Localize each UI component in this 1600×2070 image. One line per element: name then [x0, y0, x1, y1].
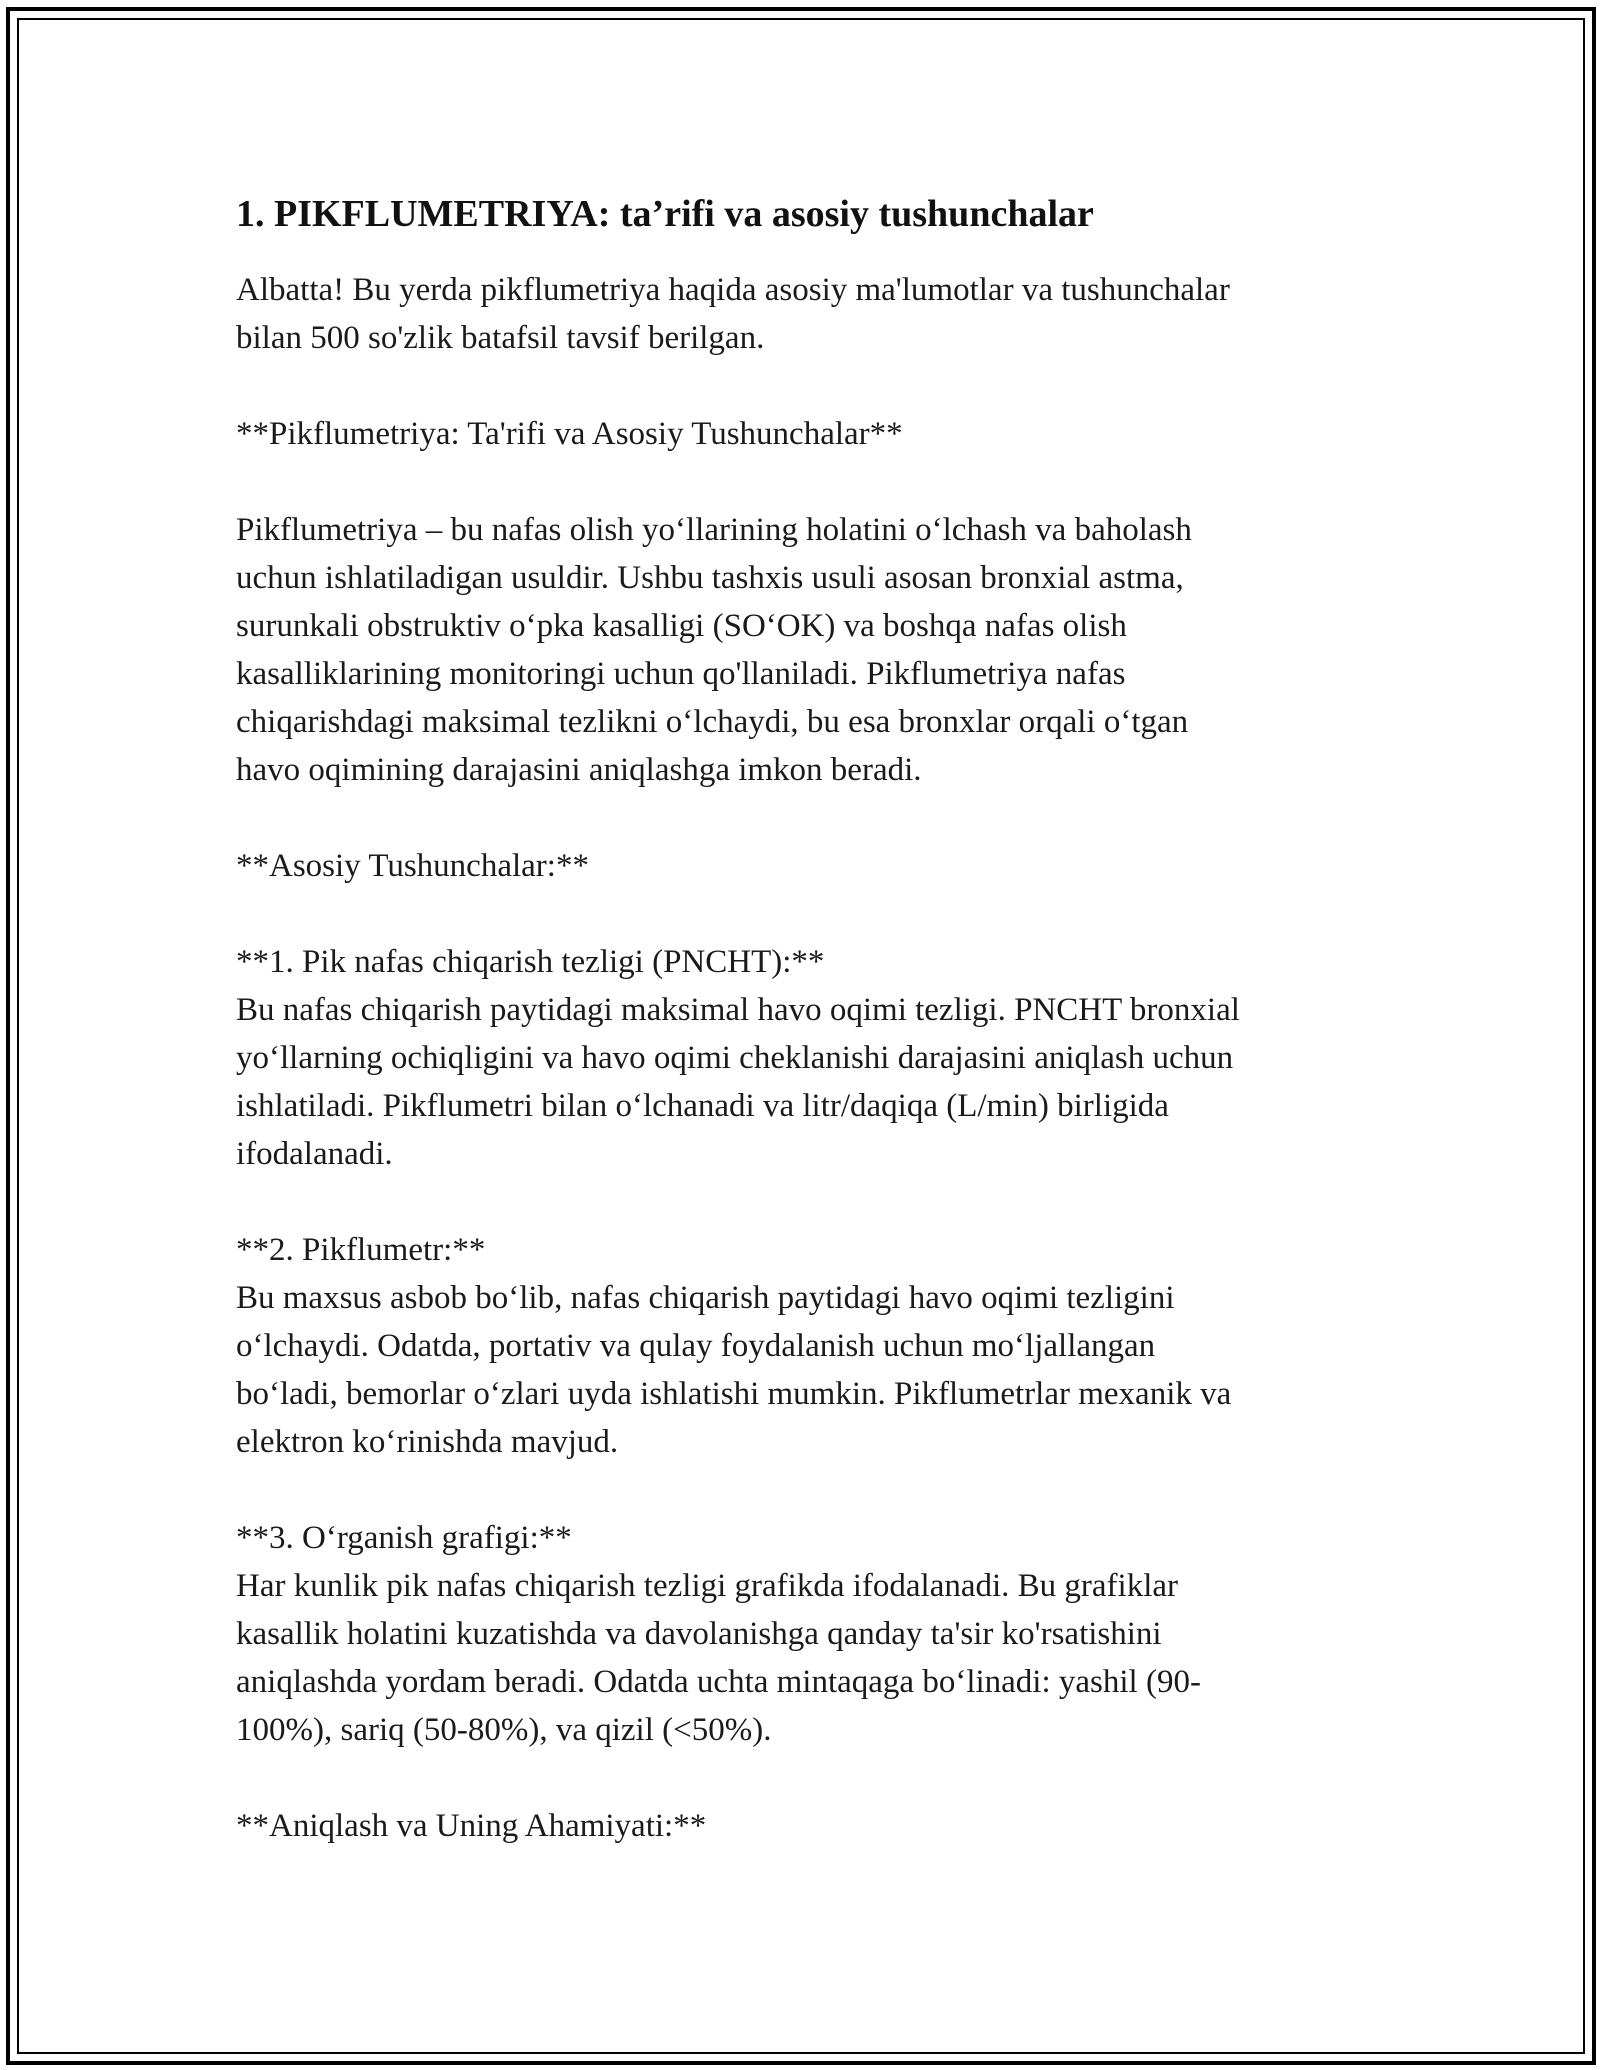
concept-grafik: **3. O‘rganish grafigi:** Har kunlik pik nafas chiqarish tezligi grafikda ifodalanadi. Bu grafiklar kasallik holatini kuzatishda va davolanishga qanday ta'sir ko'rsatishini aniqlashda yordam beradi. Odatda uchta mintaqaga bo‘linadi: yashil (90- 100%), sariq (50-80%), va qizil (<50%). — [236, 1520, 1201, 1748]
document-title: 1. PIKFLUMETRIYA: ta’rifi va asosiy tushunchalar — [236, 193, 1094, 235]
section-heading-ahamiyati: **Aniqlash va Uning Ahamiyati:** — [236, 1808, 707, 1844]
concept-pikflumetr: **2. Pikflumetr:** Bu maxsus asbob bo‘lib, nafas chiqarish paytidagi havo oqimi tezligini o‘lchaydi. Odatda, portativ va qulay foydalanish uchun mo‘ljallangan bo‘ladi, bemorlar o‘zlari uyda ishlatishi mumkin. Pikflumetrlar mexanik va elektron ko‘rinishda mavjud. — [236, 1232, 1232, 1460]
section-heading-concepts: **Asosiy Tushunchalar:** — [236, 848, 589, 884]
definition-paragraph: Pikflumetriya – bu nafas olish yo‘llarining holatini o‘lchash va baholash uchun ishlatiladigan usuldir. Ushbu tashxis usuli asosan bronxial astma, surunkali obstruktiv o‘pka kasalligi (SO‘OK) va boshqa nafas olish kasalliklarining monitoringi uchun qo'llaniladi. Pikflumetriya nafas chiqarishdagi maksimal tezlikni o‘lchaydi, bu esa bronxlar orqali o‘tgan havo oqimining darajasini aniqlashga imkon beradi. — [236, 512, 1192, 788]
concept-pncht: **1. Pik nafas chiqarish tezligi (PNCHT):** Bu nafas chiqarish paytidagi maksimal havo oqimi tezligi. PNCHT bronxial yo‘llarning ochiqligini va havo oqimi cheklanishi darajasini aniqlash uchun ishlatiladi. Pikflumetri bilan o‘lchanadi va litr/daqiqa (L/min) birligida ifodalanadi. — [236, 944, 1240, 1172]
document-body — [236, 188, 1366, 1850]
section-heading-definition: **Pikflumetriya: Ta'rifi va Asosiy Tushunchalar** — [236, 416, 903, 452]
intro-paragraph: Albatta! Bu yerda pikflumetriya haqida asosiy ma'lumotlar va tushunchalar bilan 500 so'zlik batafsil tavsif berilgan. — [236, 272, 1230, 356]
